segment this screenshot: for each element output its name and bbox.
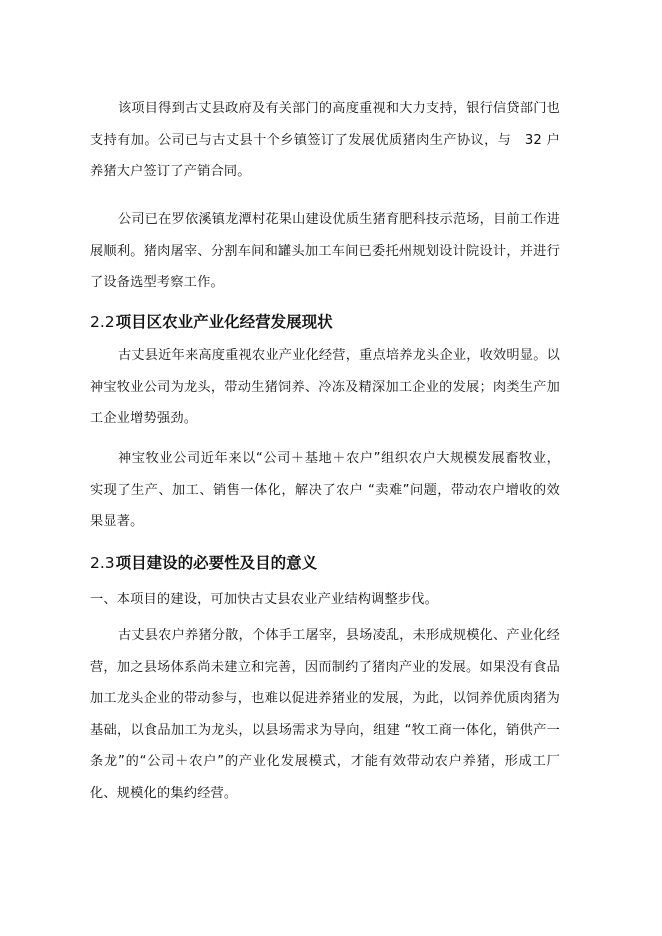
list-item-1: 一、本项目的建设，可加快古丈县农业产业结构调整步伐。 <box>90 592 439 607</box>
section-number: 2.3 <box>90 554 115 572</box>
section-title: 项目区农业产业化经营发展现状 <box>115 313 333 331</box>
section-number: 2.2 <box>90 313 115 331</box>
paragraph-industrialization-status: 古丈县近年来高度重视农业产业化经营，重点培养龙头企业，收效明显。以神宝牧业公司为龙头，带动生猪饲养、冷冻及精深加工企业的发展；肉类生产加工企业增势强劲。 <box>90 348 560 427</box>
paragraph-shenbao-company: 神宝牧业公司近年来以“公司＋基地＋农户”组织农户大规模发展畜牧业，实现了生产、加工、销售一体化，解决了农户 “卖难”问题，带动农户增收的效果显著。 <box>90 451 560 530</box>
paragraph-demonstration-farm: 公司已在罗依溪镇龙潭村花果山建设优质生猪育肥科技示范场，目前工作进展顺利。猪肉屠宰、分割车间和罐头加工车间已委托州规划设计院设计，并进行了设备选型考察工作。 <box>90 212 560 291</box>
section-title: 项目建设的必要性及目的意义 <box>115 554 318 572</box>
section-heading-2-2 <box>90 310 333 334</box>
paragraph-scattered-farming: 古丈县农户养猪分散，个体手工屠宰，县场凌乱，未形成规模化、产业化经营，加之县场体系尚未建立和完善，因而制约了猪肉产业的发展。如果没有食品加工龙头企业的带动参与，也难以促进养猪业的发展，为此，以饲养优质肉猪为基础，以食品加工为龙头，以县场需求为导向，组建 “牧工商一体化，销供产一条龙”的“公司＋农户”的产业化发展模式，才能有效带动农户养猪，形成工厂化、规模化的集约经营。 <box>90 628 560 801</box>
section-heading-2-3 <box>90 551 317 575</box>
paragraph-government-support: 该项目得到古丈县政府及有关部门的高度重视和大力支持，银行信贷部门也支持有加。公司已与古丈县十个乡镇签订了发展优质猪肉生产协议，与 32 户养猪大户签订了产销合同。 <box>90 101 560 180</box>
